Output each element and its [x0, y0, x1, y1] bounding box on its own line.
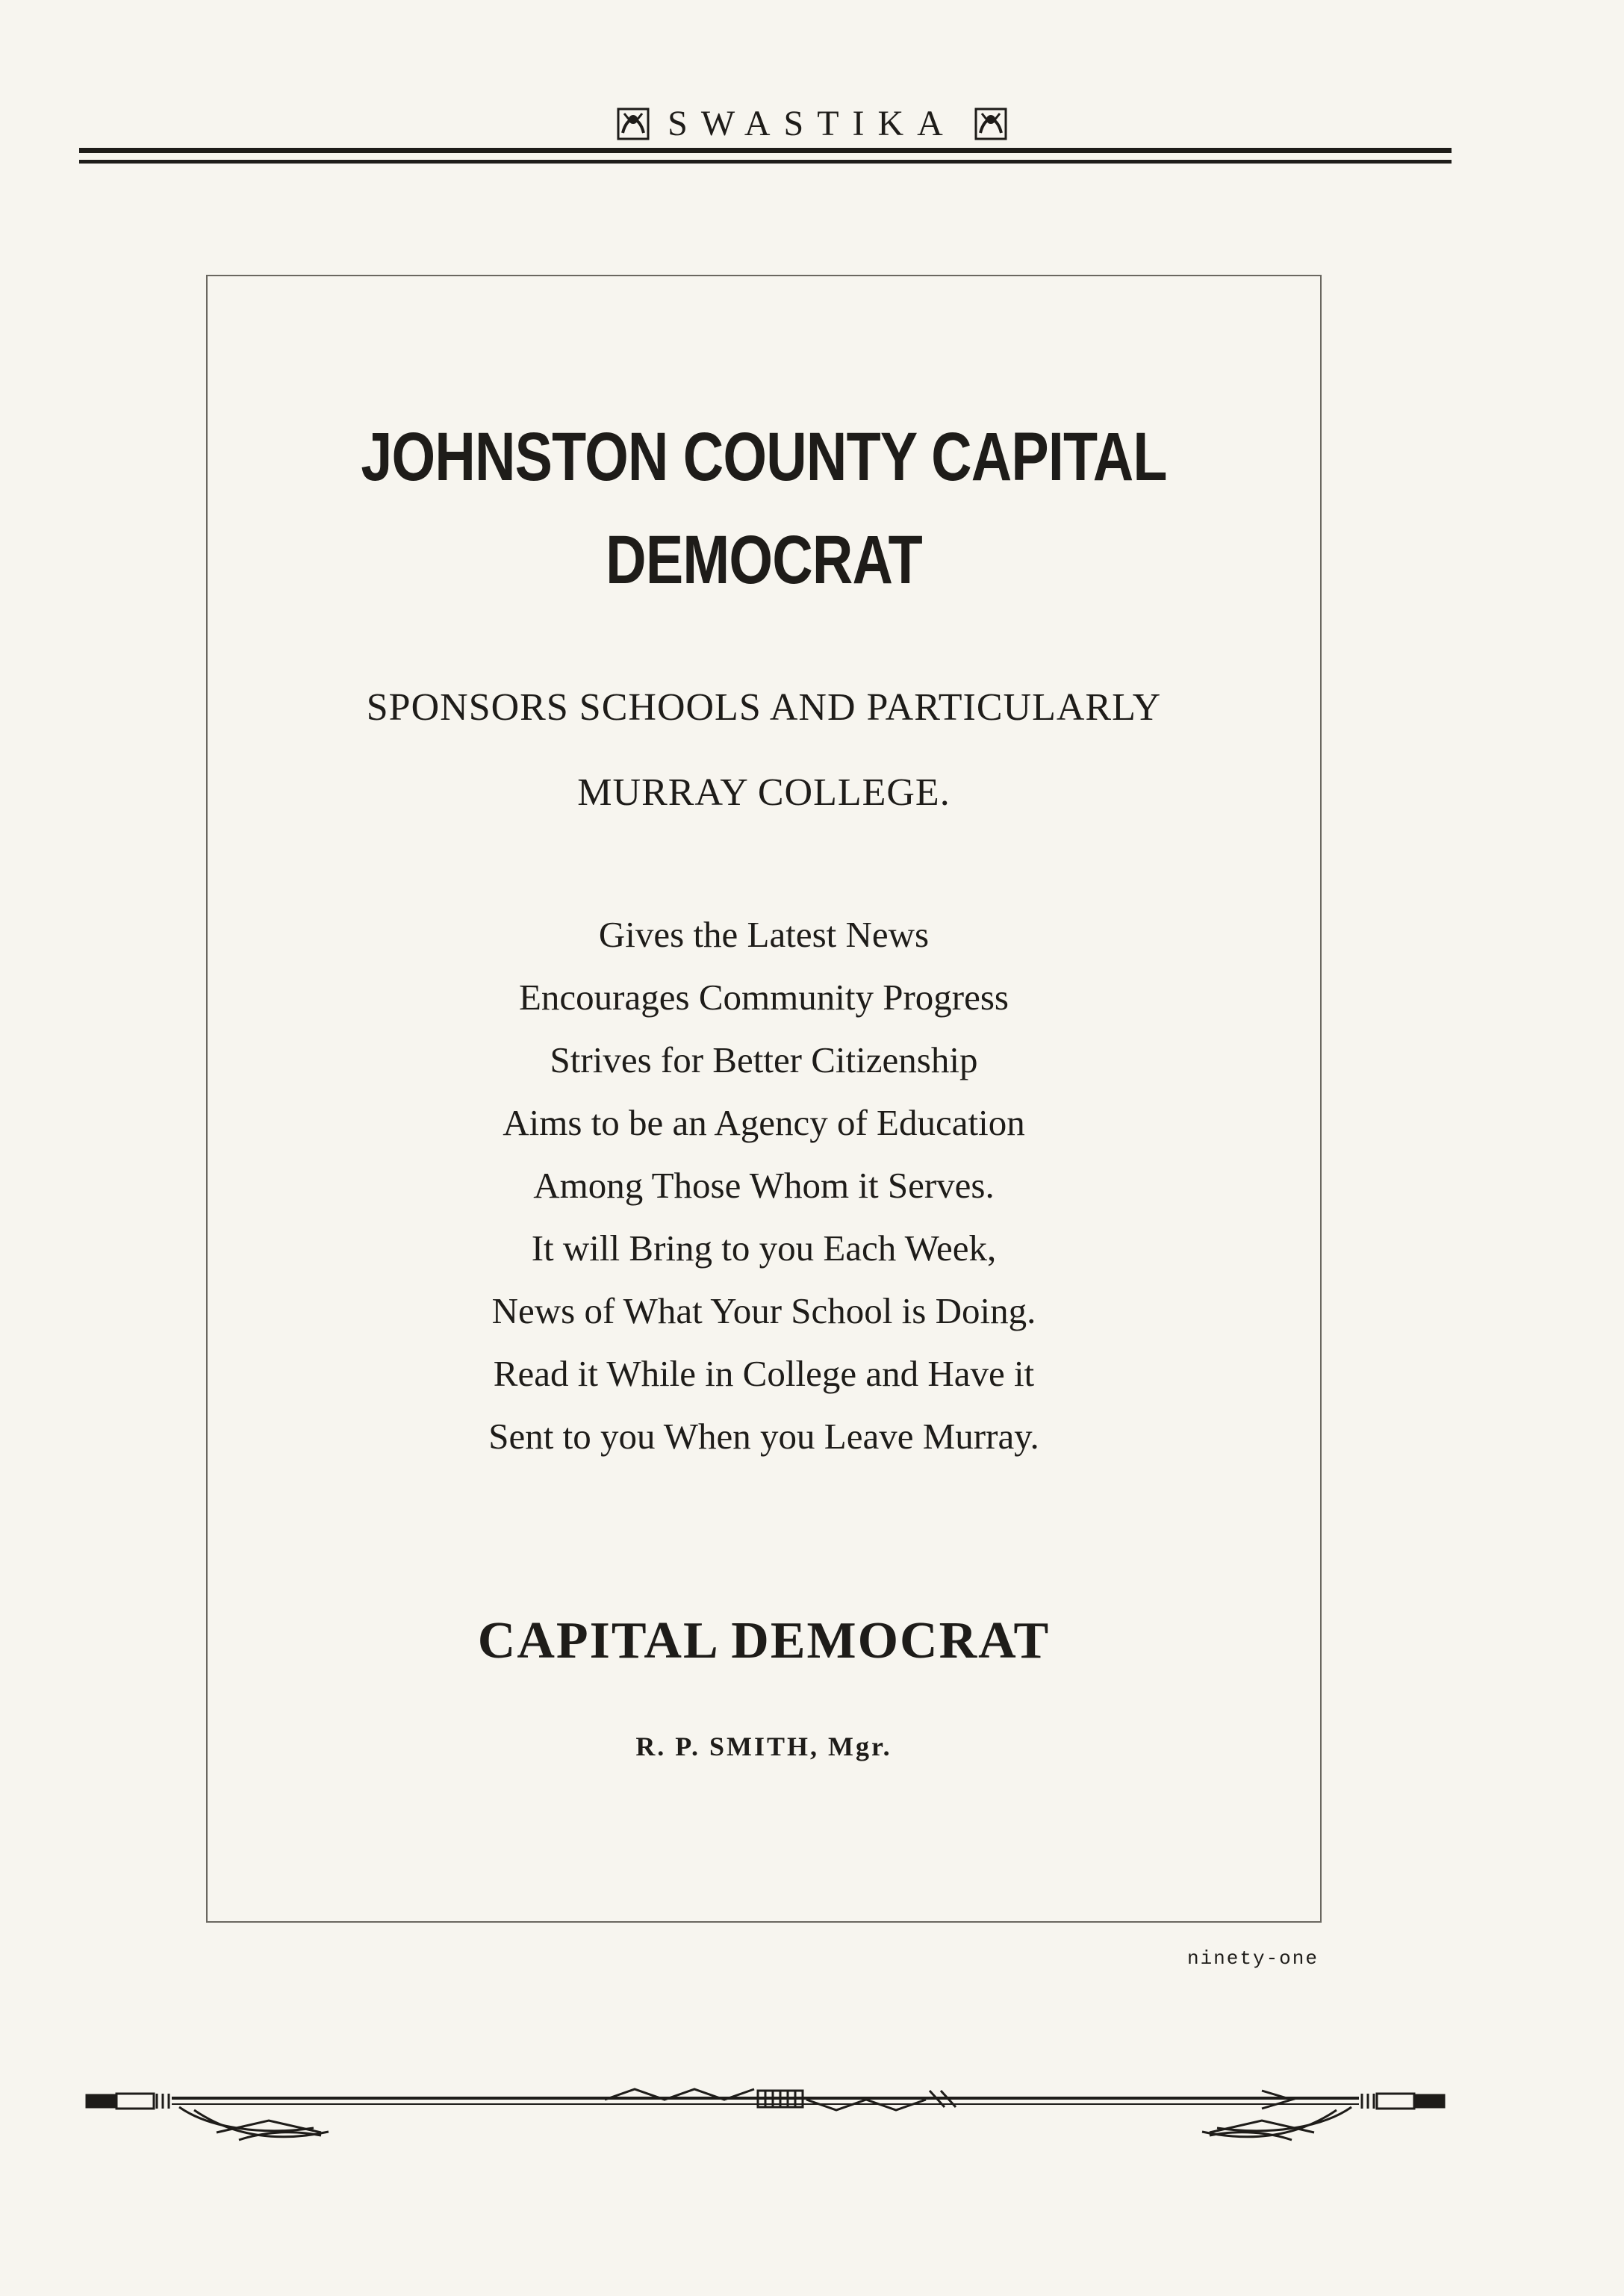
ad-body-line: Strives for Better Citizenship: [550, 1039, 978, 1080]
ad-subhead-line-2: MURRAY COLLEGE.: [577, 771, 951, 814]
floral-ornament-icon: [973, 105, 1009, 143]
ad-body-line: Read it While in College and Have it: [493, 1353, 1035, 1394]
ad-subhead-line-1: SPONSORS SCHOOLS AND PARTICULARLY: [366, 686, 1162, 729]
ad-manager: R. P. SMITH, Mgr.: [635, 1732, 892, 1761]
advertisement-box: [206, 275, 1322, 1923]
ad-body-line: It will Bring to you Each Week,: [531, 1228, 997, 1269]
page-header: [0, 105, 1624, 149]
page-number: ninety-one: [1186, 1947, 1319, 1970]
ad-body-line: Among Those Whom it Serves.: [533, 1165, 995, 1206]
ad-body-line: Aims to be an Agency of Education: [503, 1102, 1025, 1143]
header-rule-top: [79, 148, 1452, 153]
ad-body-line: Encourages Community Progress: [519, 977, 1009, 1018]
header-rule-bottom: [79, 160, 1452, 164]
ad-headline-line-1: JOHNSTON COUNTY CAPITAL: [361, 419, 1167, 495]
ad-body-line: Gives the Latest News: [598, 914, 930, 955]
ad-body-line: Sent to you When you Leave Murray.: [488, 1416, 1039, 1457]
arrow-ornament-icon: [82, 2061, 1449, 2165]
running-title: SWASTIKA: [668, 104, 956, 143]
ad-body: [208, 903, 1320, 1468]
ad-body-line: News of What Your School is Doing.: [491, 1290, 1036, 1331]
ad-headline-line-2: DEMOCRAT: [606, 522, 922, 598]
floral-ornament-icon: [615, 105, 651, 143]
ad-signature: CAPITAL DEMOCRAT: [477, 1612, 1051, 1670]
